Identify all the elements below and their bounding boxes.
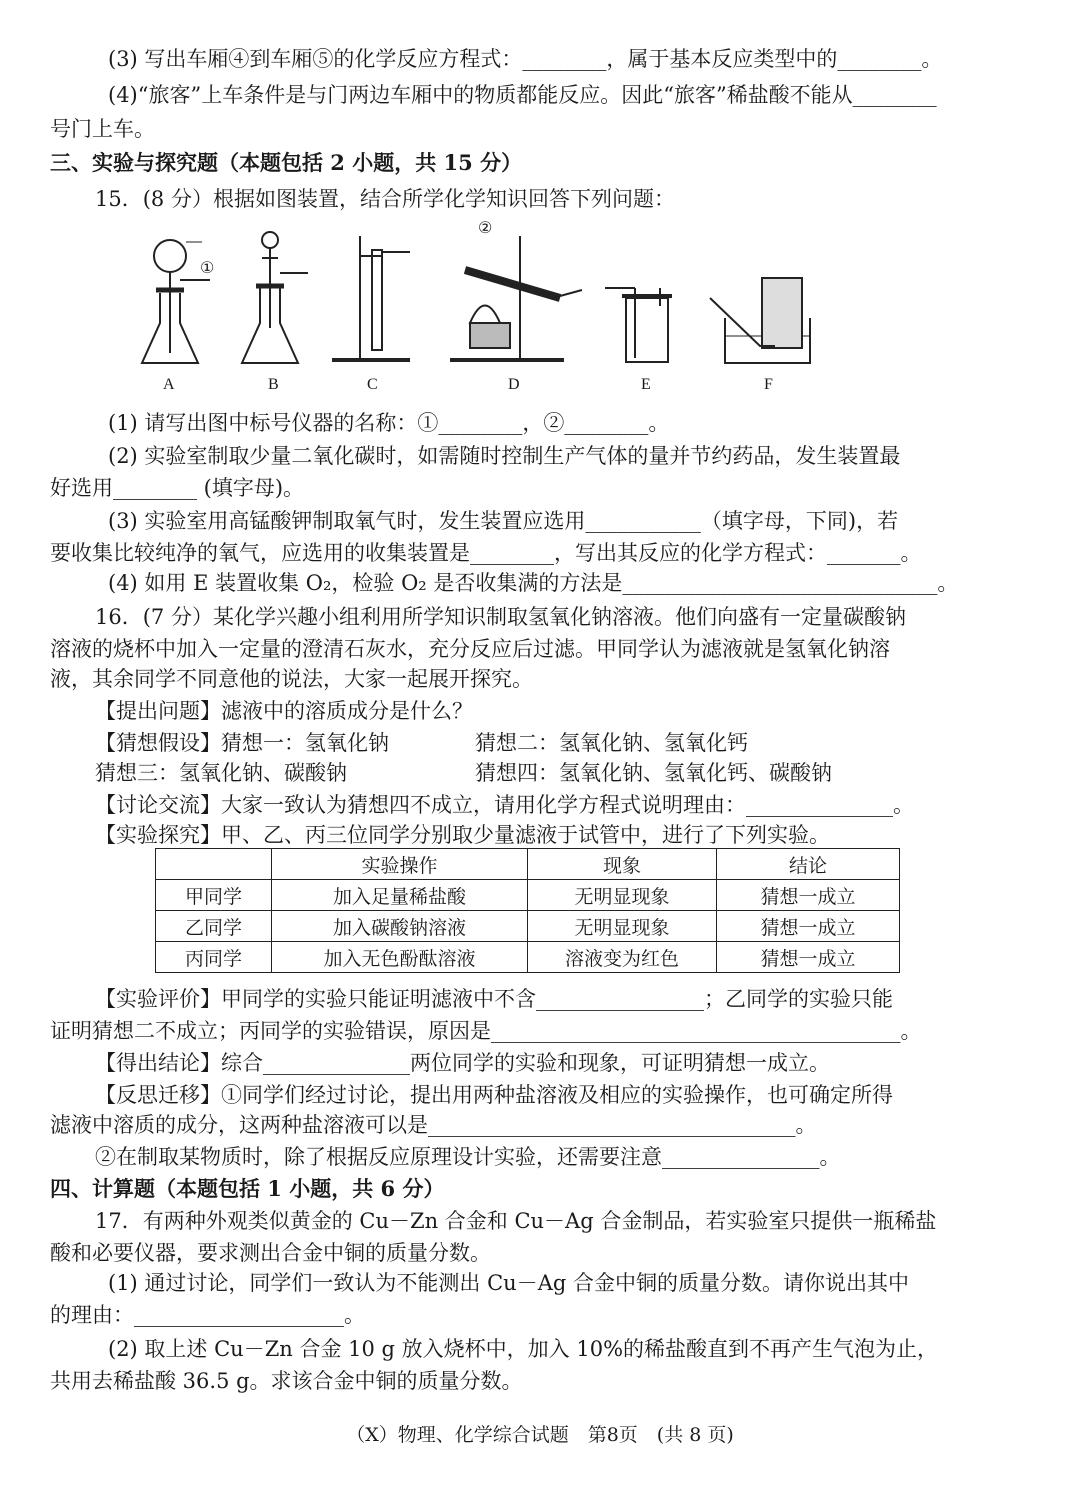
table-cell: 无明显现象 — [528, 880, 717, 911]
table-cell: 猜想一成立 — [717, 911, 900, 942]
q17-1b: 的理由：____________________。 — [50, 1303, 365, 1327]
apparatus-b — [242, 232, 308, 363]
table-cell: 猜想一成立 — [717, 942, 900, 973]
q16-reflect-a: 【反思迁移】①同学们经过讨论，提出用两种盐溶液及相应的实验操作，也可确定所得 — [95, 1083, 893, 1107]
label-a: A — [163, 376, 175, 393]
table-cell: 加入无色酚酞溶液 — [272, 942, 528, 973]
apparatus-d — [450, 236, 582, 360]
label-f: F — [764, 376, 773, 393]
q17-2b: 共用去稀盐酸 36.5 g。求该合金中铜的质量分数。 — [50, 1369, 523, 1393]
table-cell: 乙同学 — [156, 911, 272, 942]
q17-stem-a: 17．有两种外观类似黄金的 Cu－Zn 合金和 Cu－Ag 合金制品，若实验室只提供一瓶稀盐 — [95, 1209, 937, 1233]
q16-conclusion: 【得出结论】综合______________两位同学的实验和现象，可证明猜想一成立。 — [95, 1051, 830, 1075]
q14-3: (3) 写出车厢④到车厢⑤的化学反应方程式：________，属于基本反应类型中的________。 — [108, 47, 943, 71]
table-header — [156, 849, 272, 880]
q16-guess-4: 猜想四：氢氧化钠、氢氧化钙、碳酸钠 — [475, 761, 832, 785]
q17-stem-b: 酸和必要仪器，要求测出合金中铜的质量分数。 — [50, 1241, 491, 1265]
q15-2b: 好选用________ (填字母)。 — [50, 476, 305, 500]
apparatus-c — [332, 236, 410, 360]
q14-4: (4)“旅客”上车条件是与门两边车厢中的物质都能反应。因此“旅客”稀盐酸不能从________ — [108, 83, 937, 107]
q15-1: (1) 请写出图中标号仪器的名称：①________，②________。 — [108, 411, 670, 435]
q16-stem-c: 液，其余同学不同意他的说法，大家一起展开探究。 — [50, 667, 533, 691]
apparatus-e — [605, 288, 672, 362]
q17-2a: (2) 取上述 Cu－Zn 合金 10 g 放入烧杯中，加入 10%的稀盐酸直到不再产生气泡为止， — [108, 1337, 939, 1361]
section-4-heading: 四、计算题（本题包括 1 小题，共 6 分） — [50, 1176, 445, 1201]
q15-3a: (3) 实验室用高锰酸钾制取氧气时，发生装置应选用___________（填字母，下同)，若 — [108, 509, 899, 533]
table-cell: 加入足量稀盐酸 — [272, 880, 528, 911]
q15-stem: 15．(8 分）根据如图装置，结合所学化学知识回答下列问题： — [95, 187, 675, 211]
experiment-table — [155, 848, 900, 973]
label-e: E — [641, 376, 651, 393]
section-3-heading: 三、实验与探究题（本题包括 2 小题，共 15 分） — [50, 150, 523, 175]
table-row — [156, 911, 900, 942]
table-cell: 丙同学 — [156, 942, 272, 973]
q16-eval-b: 证明猜想二不成立；丙同学的实验错误，原因是_______________________________________。 — [50, 1019, 922, 1043]
q15-2a: (2) 实验室制取少量二氧化碳时，如需随时控制生产气体的量并节约药品，发生装置最 — [108, 444, 901, 468]
label-b: B — [268, 376, 279, 393]
q16-ask: 【提出问题】滤液中的溶质成分是什么？ — [95, 699, 473, 723]
marker-2: ② — [478, 220, 493, 237]
table-cell: 加入碳酸钠溶液 — [272, 911, 528, 942]
table-cell: 无明显现象 — [528, 911, 717, 942]
table-header: 实验操作 — [272, 849, 528, 880]
q16-reflect-b: 滤液中溶质的成分，这两种盐溶液可以是___________________________________。 — [50, 1113, 817, 1137]
marker-1: ① — [200, 260, 215, 277]
label-c: C — [367, 376, 378, 393]
q16-guess-2: 猜想二：氢氧化钠、氢氧化钙 — [475, 731, 748, 755]
apparatus-f — [710, 278, 810, 363]
q16-explore: 【实验探究】甲、乙、丙三位同学分别取少量滤液于试管中，进行了下列实验。 — [95, 823, 830, 847]
table-header: 现象 — [528, 849, 717, 880]
q16-discuss: 【讨论交流】大家一致认为猜想四不成立，请用化学方程式说明理由：______________。 — [95, 793, 914, 817]
table-header: 结论 — [717, 849, 900, 880]
table-header-row — [156, 849, 900, 880]
q16-reflect-c: ②在制取某物质时，除了根据反应原理设计实验，还需要注意_______________。 — [95, 1145, 841, 1169]
q16-guess-3: 猜想三：氢氧化钠、碳酸钠 — [95, 761, 347, 785]
table-cell: 甲同学 — [156, 880, 272, 911]
q17-1a: (1) 通过讨论，同学们一致认为不能测出 Cu－Ag 合金中铜的质量分数。请你说出其中 — [108, 1271, 909, 1295]
label-d: D — [508, 376, 520, 393]
apparatus-figure — [120, 218, 820, 398]
table-cell: 猜想一成立 — [717, 880, 900, 911]
q14-4-cont: 号门上车。 — [50, 117, 155, 141]
page-footer: （X）物理、化学综合试题 第8页 (共 8 页) — [346, 1424, 734, 1446]
q16-stem-b: 溶液的烧杯中加入一定量的澄清石灰水，充分反应后过滤。甲同学认为滤液就是氢氧化钠溶 — [50, 637, 890, 661]
table-cell: 溶液变为红色 — [528, 942, 717, 973]
q16-guess-1: 【猜想假设】猜想一：氢氧化钠 — [95, 731, 389, 755]
q16-eval-a: 【实验评价】甲同学的实验只能证明滤液中不含________________；乙同学的实验只能 — [95, 987, 893, 1011]
q15-3b: 要收集比较纯净的氧气，应选用的收集装置是________，写出其反应的化学方程式：_______。 — [50, 541, 922, 565]
table-row — [156, 880, 900, 911]
q15-4: (4) 如用 E 装置收集 O₂，检验 O₂ 是否收集满的方法是______________________________。 — [108, 571, 959, 595]
table-row — [156, 942, 900, 973]
q16-stem-a: 16．(7 分）某化学兴趣小组利用所学知识制取氢氧化钠溶液。他们向盛有一定量碳酸钠 — [95, 605, 906, 629]
